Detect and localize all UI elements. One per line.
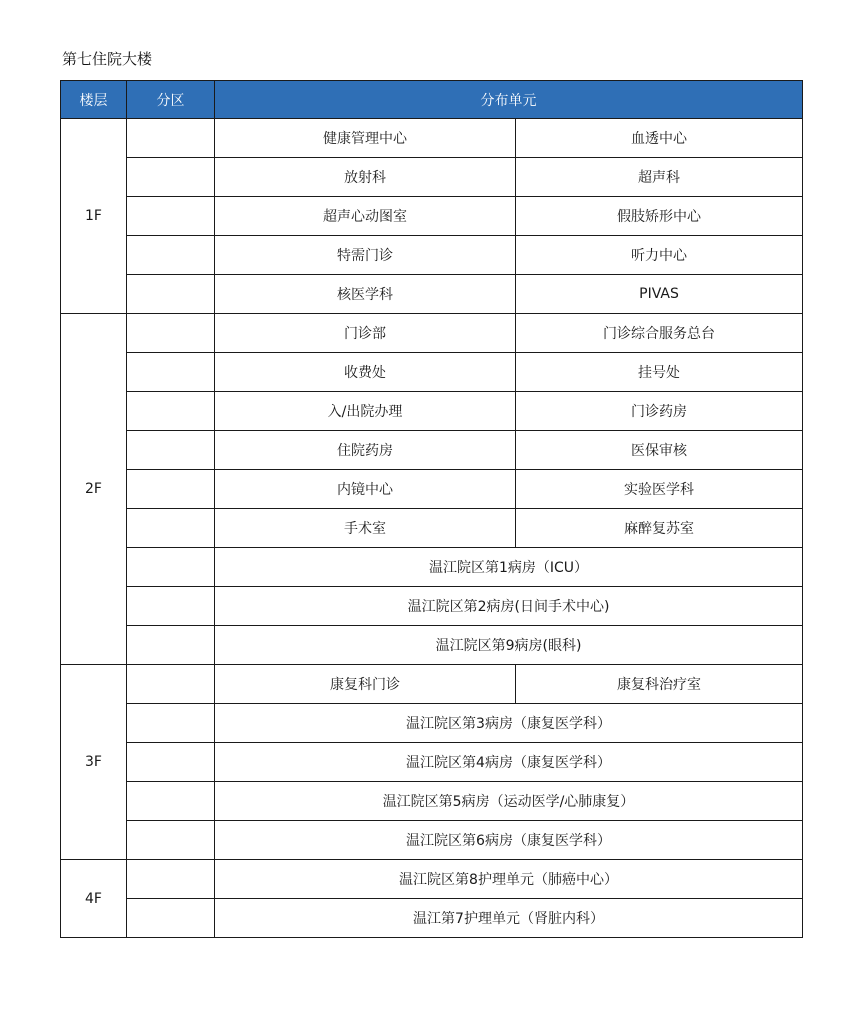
unit-cell: 手术室 (215, 509, 516, 548)
zone-cell (127, 314, 215, 353)
unit-cell: 超声科 (516, 158, 803, 197)
zone-cell (127, 431, 215, 470)
unit-cell: 温江院区第6病房（康复医学科） (215, 821, 803, 860)
table-row (61, 119, 803, 158)
table-row (61, 899, 803, 938)
unit-cell: 健康管理中心 (215, 119, 516, 158)
zone-cell (127, 509, 215, 548)
floor-cell: 2F (61, 314, 127, 665)
zone-cell (127, 743, 215, 782)
unit-cell: 实验医学科 (516, 470, 803, 509)
table-row (61, 314, 803, 353)
unit-cell: 入/出院办理 (215, 392, 516, 431)
unit-cell: 门诊药房 (516, 392, 803, 431)
unit-cell: 挂号处 (516, 353, 803, 392)
zone-cell (127, 860, 215, 899)
unit-cell: 温江院区第3病房（康复医学科） (215, 704, 803, 743)
page-title: 第七住院大楼 (62, 50, 153, 68)
table-row (61, 548, 803, 587)
table-row (61, 470, 803, 509)
floor-distribution-table (60, 80, 803, 938)
header-zone: 分区 (127, 81, 215, 119)
unit-cell: 温江院区第9病房(眼科) (215, 626, 803, 665)
zone-cell (127, 119, 215, 158)
table-row (61, 782, 803, 821)
table-row (61, 626, 803, 665)
zone-cell (127, 158, 215, 197)
unit-cell: 温江院区第4病房（康复医学科） (215, 743, 803, 782)
unit-cell: 特需门诊 (215, 236, 516, 275)
table-row (61, 275, 803, 314)
unit-cell: 收费处 (215, 353, 516, 392)
unit-cell: 康复科门诊 (215, 665, 516, 704)
table-row (61, 665, 803, 704)
table-row (61, 743, 803, 782)
unit-cell: 假肢矫形中心 (516, 197, 803, 236)
floor-cell: 3F (61, 665, 127, 860)
table-row (61, 158, 803, 197)
table-body (61, 119, 803, 938)
unit-cell: 血透中心 (516, 119, 803, 158)
zone-cell (127, 899, 215, 938)
unit-cell: 住院药房 (215, 431, 516, 470)
zone-cell (127, 626, 215, 665)
floor-cell: 4F (61, 860, 127, 938)
unit-cell: 麻醉复苏室 (516, 509, 803, 548)
table-row (61, 821, 803, 860)
unit-cell: 温江第7护理单元（肾脏内科） (215, 899, 803, 938)
table-row (61, 236, 803, 275)
unit-cell: 超声心动图室 (215, 197, 516, 236)
table-row (61, 392, 803, 431)
table-row (61, 353, 803, 392)
header-floor: 楼层 (61, 81, 127, 119)
unit-cell: 门诊部 (215, 314, 516, 353)
unit-cell: 康复科治疗室 (516, 665, 803, 704)
unit-cell: 门诊综合服务总台 (516, 314, 803, 353)
zone-cell (127, 236, 215, 275)
zone-cell (127, 275, 215, 314)
zone-cell (127, 353, 215, 392)
zone-cell (127, 197, 215, 236)
zone-cell (127, 821, 215, 860)
table-row (61, 704, 803, 743)
unit-cell: 核医学科 (215, 275, 516, 314)
zone-cell (127, 587, 215, 626)
zone-cell (127, 392, 215, 431)
table-row (61, 860, 803, 899)
zone-cell (127, 470, 215, 509)
table-header-row (61, 81, 803, 119)
table-row (61, 197, 803, 236)
unit-cell: 温江院区第2病房(日间手术中心) (215, 587, 803, 626)
unit-cell: 听力中心 (516, 236, 803, 275)
table-row (61, 431, 803, 470)
unit-cell: 放射科 (215, 158, 516, 197)
zone-cell (127, 548, 215, 587)
zone-cell (127, 704, 215, 743)
unit-cell: PIVAS (516, 275, 803, 314)
zone-cell (127, 782, 215, 821)
unit-cell: 温江院区第1病房（ICU） (215, 548, 803, 587)
floor-cell: 1F (61, 119, 127, 314)
unit-cell: 内镜中心 (215, 470, 516, 509)
unit-cell: 温江院区第8护理单元（肺癌中心） (215, 860, 803, 899)
table-row (61, 587, 803, 626)
zone-cell (127, 665, 215, 704)
header-units: 分布单元 (215, 81, 803, 119)
unit-cell: 医保审核 (516, 431, 803, 470)
table-row (61, 509, 803, 548)
unit-cell: 温江院区第5病房（运动医学/心肺康复） (215, 782, 803, 821)
